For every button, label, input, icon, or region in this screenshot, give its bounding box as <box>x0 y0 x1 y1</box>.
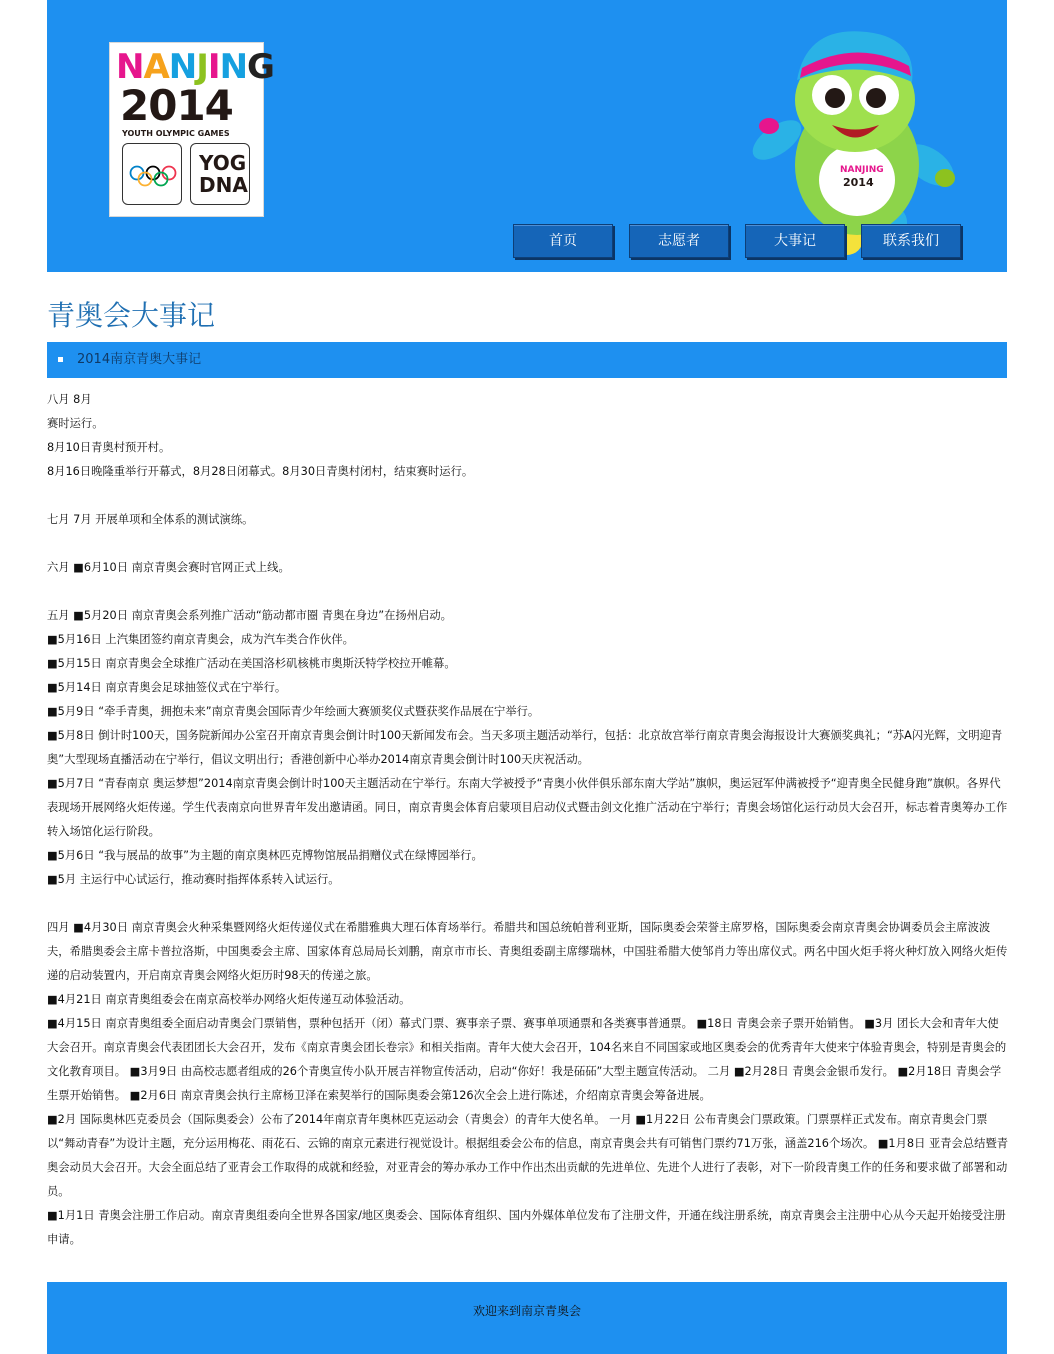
event-paragraph: 五月 ■5月20日 南京青奥会系列推广活动“筋动都市圈 青奥在身边”在扬州启动。 <box>47 609 452 622</box>
event-paragraph: 八月 8月 <box>47 393 92 406</box>
event-paragraph: 8月16日晚隆重举行开幕式，8月28日闭幕式。8月30日青奥村闭村，结束赛时运行。 <box>47 465 474 478</box>
event-paragraph: ■5月6日 “我与展品的故事”为主题的南京奥林匹克博物馆展品捐赠仪式在绿博园举行。 <box>47 849 483 862</box>
event-paragraph: ■5月9日 “牵手青奥，拥抱未来”南京青奥会国际青少年绘画大赛颁奖仪式暨获奖作品展在宁举行。 <box>47 705 540 718</box>
nav-contact-button[interactable]: 联系我们 <box>861 224 961 258</box>
paragraph-gap <box>47 532 1009 556</box>
event-paragraph: ■4月21日 南京青奥组委会在南京高校举办网络火炬传递互动体验活动。 <box>47 993 411 1006</box>
svg-text:2014: 2014 <box>843 176 874 189</box>
section-header-bar <box>47 342 1007 378</box>
paragraph-gap <box>47 484 1009 508</box>
event-paragraph: ■5月7日 “青春南京 奥运梦想”2014南京青奥会倒计时100天主题活动在宁举行。东南大学被授予“青奥小伙伴俱乐部东南大学站”旗帜，奥运冠军仲满被授予“迎青奥全民健身跑”旗帜。各界代表现场开展网络火炬传递。学生代表南京向世界青年发出邀请函。同日，南京青奥会体育启蒙项目启动仪式暨击剑文化推广活动在宁举行；青奥会场馆化运行动员大会召开，标志着青奥筹办工作转入场馆化运行阶段。 <box>47 777 1008 838</box>
nav-events-button[interactable]: 大事记 <box>745 224 845 258</box>
svg-text:NANJING: NANJING <box>840 165 884 175</box>
event-paragraph: 赛时运行。 <box>47 417 104 430</box>
event-paragraph: 六月 ■6月10日 南京青奥会赛时官网正式上线。 <box>47 561 290 574</box>
event-paragraph: ■5月8日 倒计时100天，国务院新闻办公室召开南京青奥会倒计时100天新闻发布会。当天多项主题活动举行，包括：北京故宫举行南京青奥会海报设计大赛颁奖典礼；“苏A闪光辉，文明迎青奥”大型现场直播活动在宁举行，倡议文明出行；香港创新中心举办2014南京青奥会倒计时100天庆祝活动。 <box>47 729 1003 766</box>
logo-letter: A <box>143 47 169 87</box>
event-paragraph: 8月10日青奥村预开村。 <box>47 441 171 454</box>
footer-text: 欢迎来到南京青奥会 <box>472 1304 581 1318</box>
olympic-rings-badge <box>122 143 182 205</box>
logo-letter: I <box>207 47 220 87</box>
events-content <box>47 388 1009 1252</box>
logo-subtitle: YOUTH OLYMPIC GAMES <box>122 129 230 138</box>
logo-year: 2014 <box>120 81 233 130</box>
nav-volunteer-button[interactable]: 志愿者 <box>629 224 729 258</box>
site-header <box>47 0 1007 272</box>
logo-letter: G <box>247 47 274 87</box>
paragraph-gap <box>47 892 1009 916</box>
paragraph-gap <box>47 580 1009 604</box>
event-paragraph: 七月 7月 开展单项和全体系的测试演练。 <box>47 513 254 526</box>
square-bullet-icon <box>58 357 63 362</box>
logo-letter: J <box>196 47 208 87</box>
olympic-rings-icon <box>129 164 177 188</box>
page-title: 青奥会大事记 <box>47 299 216 332</box>
nanjing-2014-logo[interactable] <box>109 42 274 217</box>
event-paragraph: ■5月14日 南京青奥会足球抽签仪式在宁举行。 <box>47 681 287 694</box>
event-paragraph: ■1月1日 青奥会注册工作启动。南京青奥组委向全世界各国家/地区奥委会、国际体育组织、国内外媒体单位发布了注册文件，开通在线注册系统，南京青奥会主注册中心从今天起开始接受注册申请。 <box>47 1209 1006 1246</box>
event-paragraph: ■5月15日 南京青奥会全球推广活动在美国洛杉矶核桃市奥斯沃特学校拉开帷幕。 <box>47 657 456 670</box>
yog-dna-badge <box>190 143 250 205</box>
nav-home-button[interactable]: 首页 <box>513 224 613 258</box>
yog-dna-text <box>199 152 248 196</box>
event-paragraph: ■5月 主运行中心试运行，推动赛时指挥体系转入试运行。 <box>47 873 340 886</box>
logo-letter: N <box>116 47 144 87</box>
event-paragraph: ■2月 国际奥林匹克委员会（国际奥委会）公布了2014年南京青年奥林匹克运动会（青奥会）的青年大使名单。 一月 ■1月22日 公布青奥会门票政策。门票票样正式发布。南京青奥会门票以“舞动青春”为设计主题，充分运用梅花、雨花石、云锦的南京元素进行视觉设计。根据组委会公布的信息，南京青奥会共有可销售门票约71万张，涵盖216个场次。 ■1月8日 亚青会总结暨青奥会动员大会召开。大会全面总结了亚青会工作取得的成就和经验，对亚青会的筹办承办工作中作出杰出贡献的先进单位、先进个人进行了表彰，对下一阶段青奥工作的任务和要求做了部署和动员。 <box>47 1113 1009 1198</box>
main-nav <box>513 224 961 258</box>
dna-text: DNA <box>199 173 248 197</box>
logo-letter: N <box>168 47 197 87</box>
yog-text: YOG <box>199 151 247 175</box>
section-label: 2014南京青奥大事记 <box>77 352 202 367</box>
event-paragraph: ■4月15日 南京青奥组委全面启动青奥会门票销售，票种包括开（闭）幕式门票、赛事亲子票、赛事单项通票和各类赛事普通票。 ■18日 青奥会亲子票开始销售。 ■3月 团长大会和青年大使大会召开。南京青奥会代表团团长大会召开，发布《南京青奥会团长卷宗》和相关指南。青年大使大会召开，104名来自不同国家或地区奥委会的优秀青年大使来宁体验青奥会，特别是青奥会的文化教育项目。 ■3月9日 由高校志愿者组成的26个青奥宣传小队开展吉祥物宣传活动，启动“你好！我是砳砳”大型主题宣传活动。 二月 ■2月28日 青奥会金银币发行。 ■2月18日 青奥会学生票开始销售。 ■2月6日 南京青奥会执行主席杨卫泽在索契举行的国际奥委会第126次全会上进行陈述，介绍南京青奥会筹备进展。 <box>47 1017 1007 1102</box>
event-paragraph: 四月 ■4月30日 南京青奥会火种采集暨网络火炬传递仪式在希腊雅典大理石体育场举行。希腊共和国总统帕普利亚斯，国际奥委会荣誉主席罗格，国际奥委会南京青奥会协调委员会主席波波夫，希腊奥委会主席卡普拉洛斯，中国奥委会主席、国家体育总局局长刘鹏，南京市市长、青奥组委副主席缪瑞林，中国驻希腊大使邹肖力等出席仪式。两名中国火炬手将火种灯放入网络火炬传递的启动装置内，开启南京青奥会网络火炬历时98天的传递之旅。 <box>47 921 1008 982</box>
event-paragraph: ■5月16日 上汽集团签约南京青奥会，成为汽车类合作伙伴。 <box>47 633 354 646</box>
logo-letter: N <box>219 47 248 87</box>
site-footer <box>47 1282 1007 1354</box>
